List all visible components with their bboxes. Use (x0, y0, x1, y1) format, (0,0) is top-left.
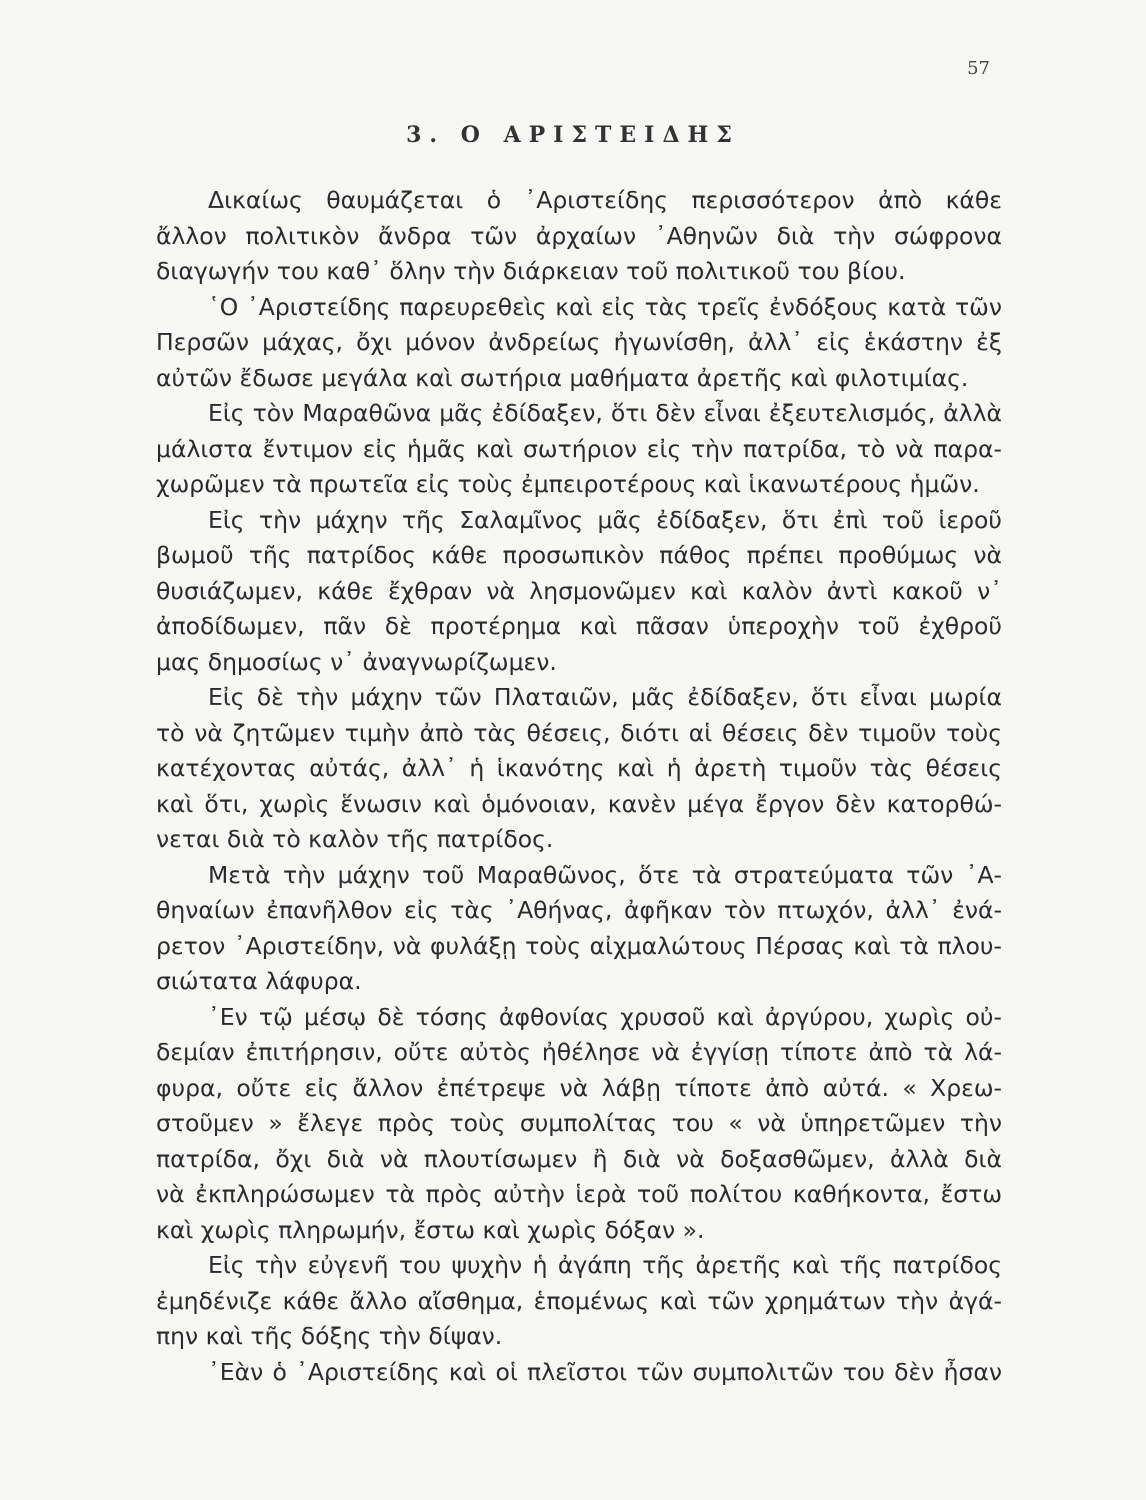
text-line: Εἰς δὲ τὴν μάχην τῶν Πλαταιῶν, μᾶς ἐδίδαξεν, ὅτι εἶναι μωρία (208, 683, 1002, 711)
text-line: πην καὶ τῆς δόξης τὴν δίψαν. (156, 1322, 503, 1350)
text-line: ᾿Εὰν ὁ ᾿Αριστείδης καὶ οἱ πλεῖστοι τῶν συμπολιτῶν του δὲν ἦσαν (208, 1357, 1002, 1386)
text-line: ἐμηδένιζε κάθε ἄλλο αἴσθημα, ἑπομένως καὶ τῶν χρημάτων τὴν ἀγά- (156, 1286, 1002, 1315)
text-line: Περσῶν μάχας, ὄχι μόνον ἀνδρείως ἠγωνίσθη, ἀλλ᾿ εἰς ἑκάστην ἐξ (156, 328, 1002, 356)
text-line: νὰ ἐκπληρώσωμεν τὰ πρὸς αὐτὴν ἱερὰ τοῦ πολίτου καθήκοντα, ἔστω (156, 1180, 1002, 1208)
text-line: Εἰς τὸν Μαραθῶνα μᾶς ἐδίδαξεν, ὅτι δὲν εἶναι ἐξευτελισμός, ἀλλὰ (208, 399, 1002, 427)
text-line: καὶ χωρὶς πληρωμήν, ἔστω καὶ χωρὶς δόξαν ». (156, 1215, 705, 1244)
text-line: ῾Ο ᾿Αριστείδης παρευρεθεὶς καὶ εἰς τὰς τρεῖς ἐνδόξους κατὰ τῶν (208, 292, 1002, 321)
text-line: νεται διὰ τὸ καλὸν τῆς πατρίδος. (156, 825, 554, 853)
text-line: στοῦμεν » ἔλεγε πρὸς τοὺς συμπολίτας του « νὰ ὑπηρετῶμεν τὴν (156, 1109, 1002, 1137)
text-line: θηναίων ἐπανῆλθον εἰς τὰς ᾿Αθήνας, ἀφῆκαν τὸν πτωχόν, ἀλλ᾿ ἐνά- (156, 896, 1002, 924)
text-line: ἄλλον πολιτικὸν ἄνδρα τῶν ἀρχαίων ᾿Αθηνῶν διὰ τὴν σώφρονα (156, 221, 1002, 250)
text-line: Μετὰ τὴν μάχην τοῦ Μαραθῶνος, ὅτε τὰ στρατεύματα τῶν ᾿Α- (208, 860, 1002, 889)
body-text (156, 183, 1002, 1390)
text-line: μάλιστα ἔντιμον εἰς ἡμᾶς καὶ σωτήριον εἰς τὴν πατρίδα, τὸ νὰ παρα- (156, 434, 1002, 463)
text-line: καὶ ὅτι, χωρὶς ἕνωσιν καὶ ὁμόνοιαν, κανὲν μέγα ἔργον δὲν κατορθώ- (156, 789, 1002, 818)
text-line: χωρῶμεν τὰ πρωτεῖα εἰς τοὺς ἐμπειροτέρους καὶ ἱκανωτέρους ἡμῶν. (156, 470, 980, 498)
text-line: πατρίδα, ὄχι διὰ νὰ πλουτίσωμεν ἢ διὰ νὰ δοξασθῶμεν, ἀλλὰ διὰ (156, 1144, 1002, 1173)
text-line: Δικαίως θαυμάζεται ὁ ᾿Αριστείδης περισσότερον ἀπὸ κάθε (208, 186, 1002, 214)
text-line: φυρα, οὔτε εἰς ἄλλον ἐπέτρεψε νὰ λάβῃ τίποτε ἀπὸ αὐτά. « Χρεω- (156, 1073, 1002, 1102)
text-line: ᾿Εν τῷ μέσῳ δὲ τόσης ἀφθονίας χρυσοῦ καὶ ἀργύρου, χωρὶς οὐ- (208, 1002, 1002, 1031)
chapter-title: 3. Ο ΑΡΙΣΤΕΙΔΗΣ (406, 122, 740, 148)
text-line: δεμίαν ἐπιτήρησιν, οὔτε αὐτὸς ἠθέλησε νὰ ἐγγίσῃ τίποτε ἀπὸ τὰ λά- (156, 1038, 1002, 1066)
text-line: Εἰς τὴν μάχην τῆς Σαλαμῖνος μᾶς ἐδίδαξεν, ὅτι ἐπὶ τοῦ ἱεροῦ (208, 505, 1002, 534)
text-line: σιώτατα λάφυρα. (156, 967, 362, 995)
text-line: Εἰς τὴν εὐγενῆ του ψυχὴν ἡ ἀγάπη τῆς ἀρετῆς καὶ τῆς πατρίδος (208, 1251, 1002, 1279)
text-line: ρετον ᾿Αριστείδην, νὰ φυλάξῃ τοὺς αἰχμαλώτους Πέρσας καὶ τὰ πλου- (156, 931, 1002, 960)
text-line: ἀποδίδωμεν, πᾶν δὲ προτέρημα καὶ πᾶσαν ὑπεροχὴν τοῦ ἐχθροῦ (156, 612, 1002, 640)
text-line: αὐτῶν ἔδωσε μεγάλα καὶ σωτήρια μαθήματα ἀρετῆς καὶ φιλοτιμίας. (156, 363, 969, 392)
text-line: βωμοῦ τῆς πατρίδος κάθε προσωπικὸν πάθος πρέπει προθύμως νὰ (156, 541, 1002, 569)
text-line: τὸ νὰ ζητῶμεν τιμὴν ἀπὸ τὰς θέσεις, διότι αἱ θέσεις δὲν τιμοῦν τοὺς (156, 718, 1002, 747)
text-line: διαγωγήν του καθ᾿ ὅλην τὴν διάρκειαν τοῦ πολιτικοῦ του βίου. (156, 257, 906, 285)
page-number: 57 (967, 58, 990, 79)
text-line: κατέχοντας αὐτάς, ἀλλ᾿ ἡ ἱκανότης καὶ ἡ ἀρετὴ τιμοῦν τὰς θέσεις (156, 754, 1002, 782)
text-line: θυσιάζωμεν, κάθε ἔχθραν νὰ λησμονῶμεν καὶ καλὸν ἀντὶ κακοῦ ν᾿ (156, 576, 1002, 605)
text-line: μας δημοσίως ν᾿ ἀναγνωρίζωμεν. (156, 647, 557, 676)
